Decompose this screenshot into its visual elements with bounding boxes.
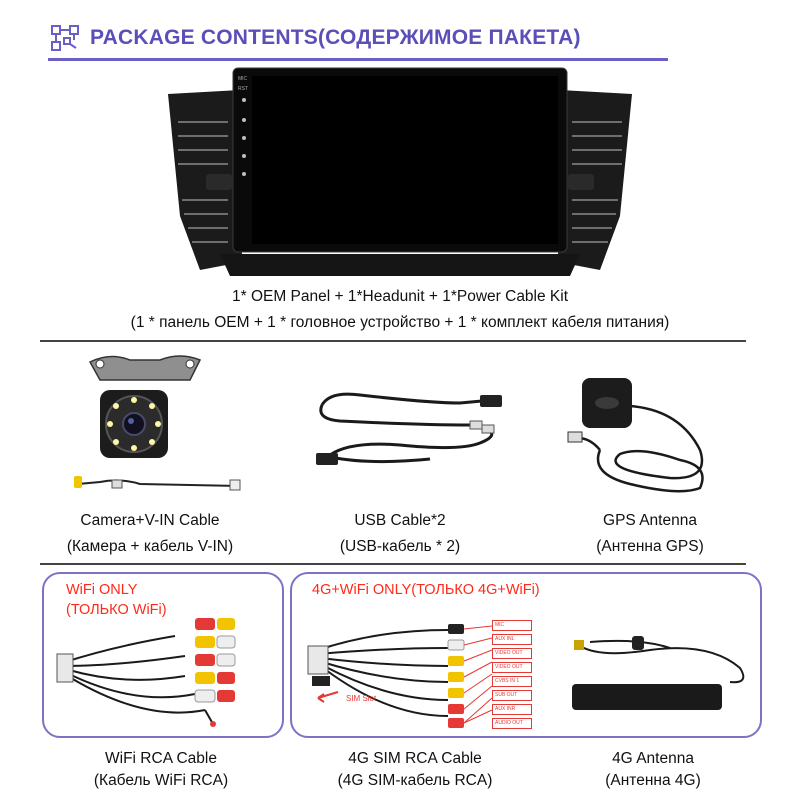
camera-caption-en: Camera+V-IN Cable [80,512,220,529]
camera-image [60,350,260,500]
fourg-antenna-caption-ru: (Антенна 4G) [605,772,701,789]
wifi-rca-caption-ru: (Кабель WiFi RCA) [93,772,229,789]
mic-label: MIC [238,76,248,82]
gps-caption-ru: (Антенна GPS) [596,538,704,555]
cable-tag: AUDIO OUT [492,718,532,729]
fourg-wifi-note: 4G+WiFi ONLY(ТОЛЬКО 4G+WiFi) [312,582,540,598]
cable-tag-list [492,620,532,732]
cable-tag: SUB OUT [492,690,532,701]
cable-tag: CVBS IN 1 [492,676,532,687]
fourg-sim-caption-ru: (4G SIM-кабель RCA) [337,772,493,789]
wifi-only-note-ru: (ТОЛЬКО WiFi) [66,602,167,618]
cable-tag: AUX INL [492,634,532,645]
wifi-rca-caption-en: WiFi RCA Cable [105,750,217,767]
cable-tag: AUX INR [492,704,532,715]
main-item-line2: (1 * панель OEM + 1 * головное устройство + 1 * комплект кабеля питания) [130,314,670,331]
fourg-antenna-image [560,628,750,728]
section-divider [40,340,746,342]
gps-antenna-image [560,370,740,500]
fourg-sim-caption-en: 4G SIM RCA Cable [348,750,482,767]
rst-label: RST [238,86,248,92]
page-title: PACKAGE CONTENTS(СОДЕРЖИМОЕ ПАКЕТА) [90,26,581,49]
fourg-antenna-caption-en: 4G Antenna [612,750,694,767]
sim-slot-label: SIM Slot [346,694,377,703]
camera-caption-ru: (Камера + кабель V-IN) [66,538,234,555]
cable-tag: VIDEO OUT [492,648,532,659]
wifi-rca-cable-image [55,606,265,730]
usb-caption-ru: (USB-кабель * 2) [339,538,461,555]
wifi-only-note: WiFi ONLY [66,582,138,598]
cable-tag: VIDEO OUT [492,662,532,673]
title-underline [48,58,668,61]
grid-icon [50,24,82,54]
section-divider-2 [40,563,746,565]
cable-tag: MIC [492,620,532,631]
gps-caption-en: GPS Antenna [603,512,697,529]
main-item-line1: 1* OEM Panel + 1*Headunit + 1*Power Cable Kit [231,288,569,305]
headunit-image [160,66,640,280]
usb-cable-image [310,385,510,475]
usb-caption-en: USB Cable*2 [354,512,446,529]
